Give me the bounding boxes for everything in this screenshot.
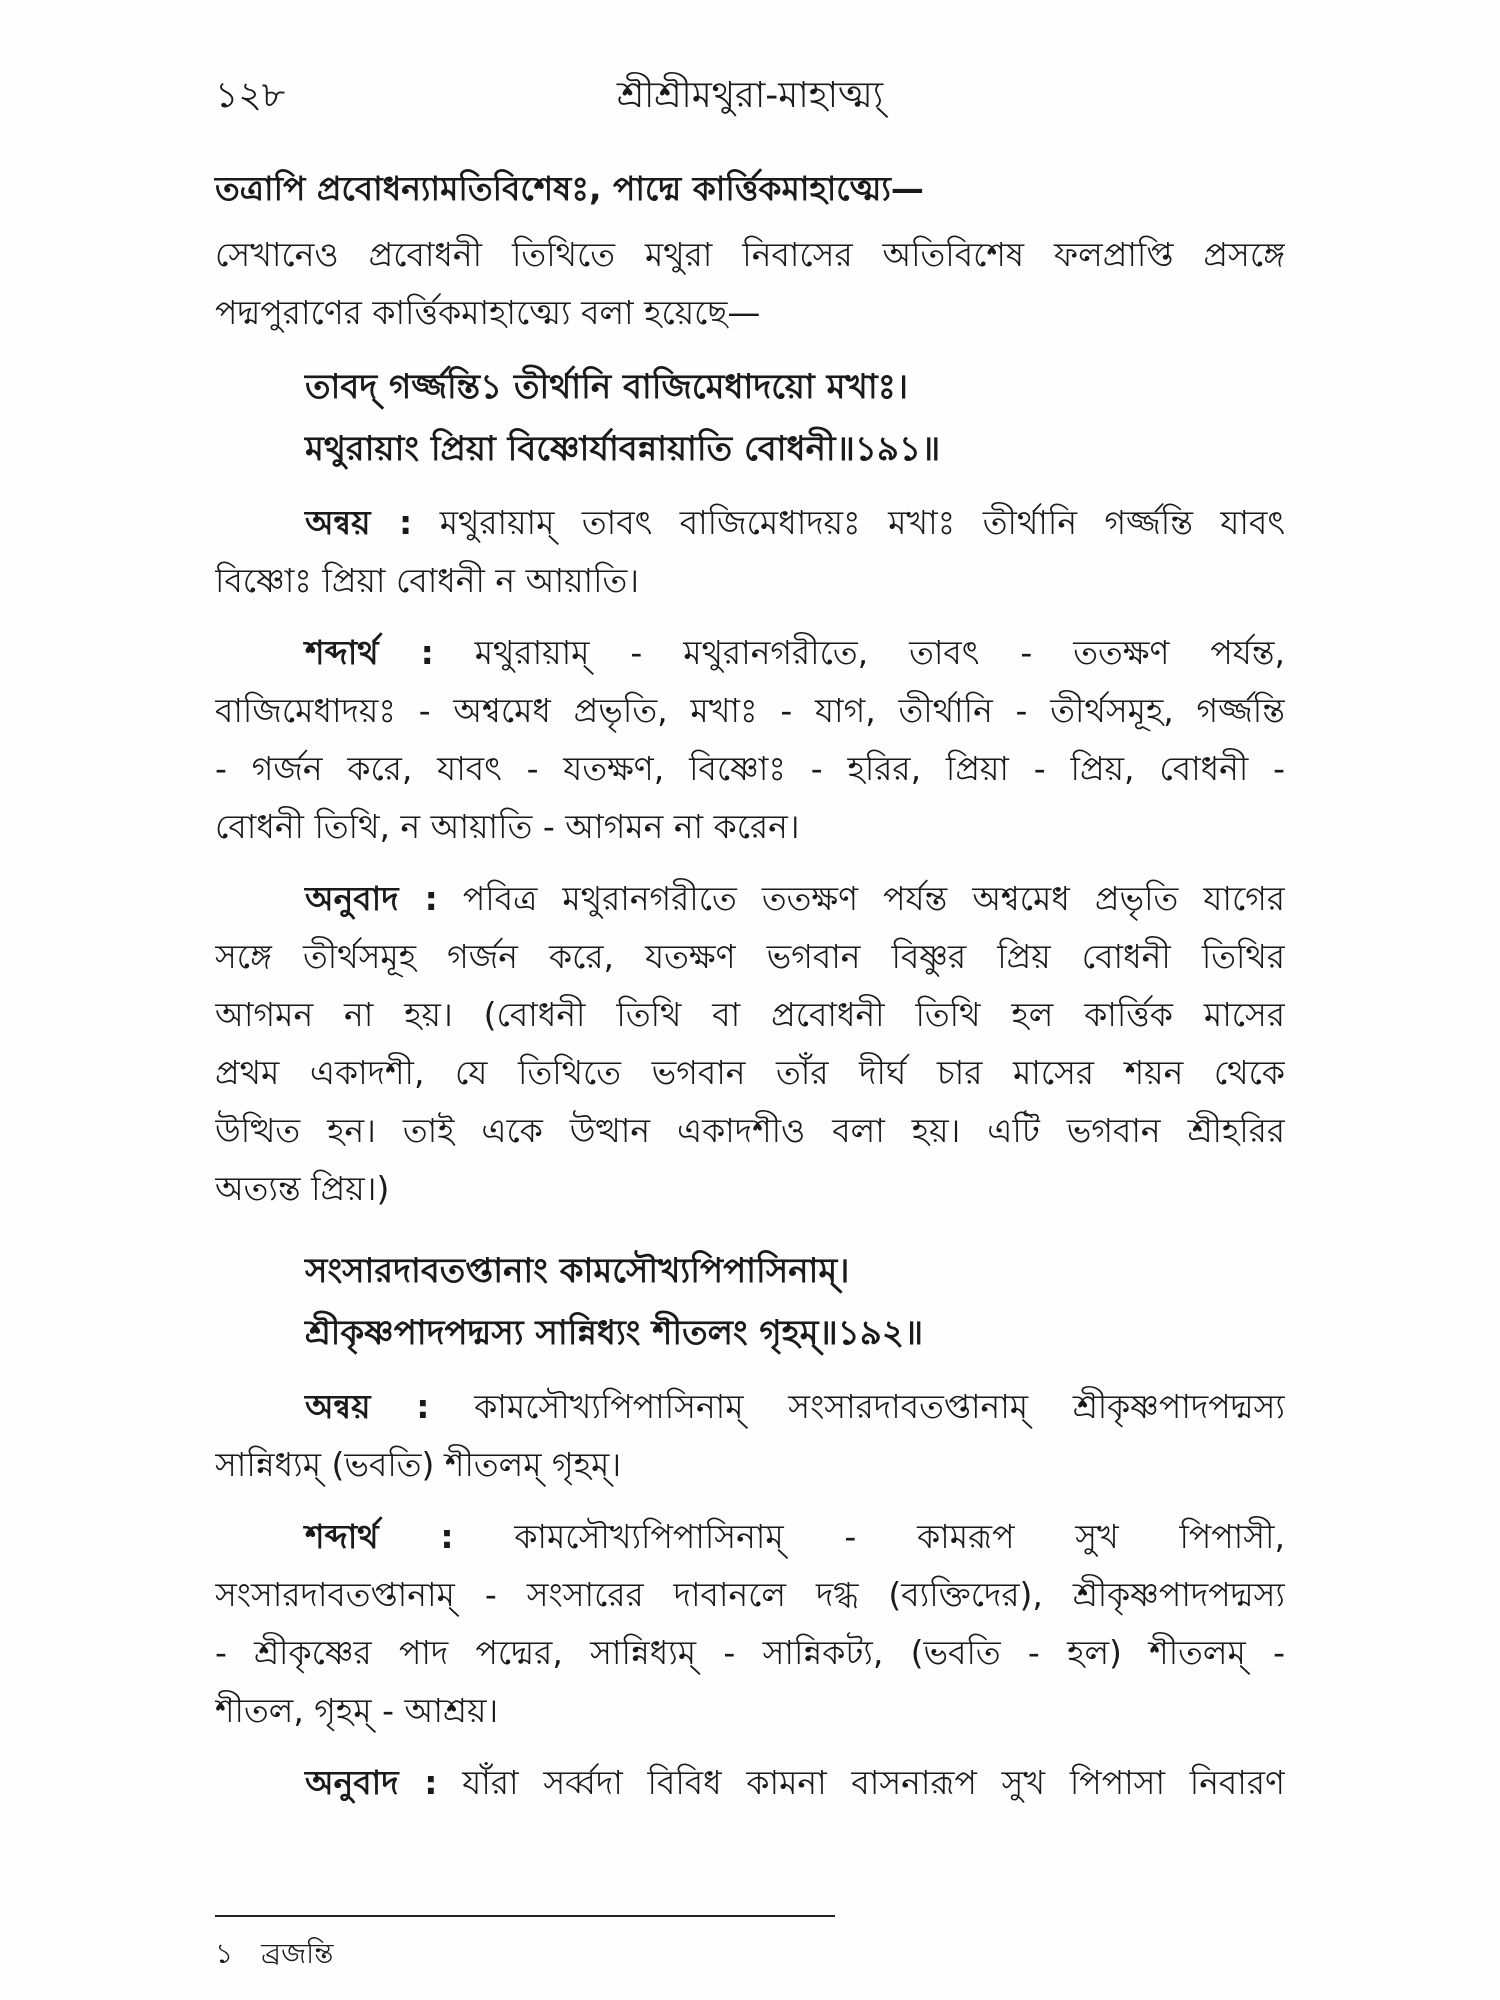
anuvad-191-line: অত্যন্ত প্রিয়।) [215,1169,390,1208]
verse-192-line-2: শ্রীকৃষ্ণপাদপদ্মস্য সান্নিধ্যং শীতলং গৃহম্॥১৯২॥ [305,1313,924,1353]
anuvad-191-line: আগমন না হয়। (বোধনী তিথি বা প্রবোধনী তিথি হল কার্ত্তিক মাসের [215,995,1285,1034]
section-heading: তত্রাপি প্রবোধন্যামতিবিশেষঃ, পাদ্মে কার্ত্তিকমাহাত্ম্যে— [215,169,924,208]
shabdartha-191-line: বাজিমেধাদয়ঃ - অশ্বমেধ প্রভৃতি, মখাঃ - যাগ, তীর্থানি - তীর্থসমূহ, গর্জ্জন্তি [215,691,1285,730]
footnote-text: ব্রজন্তি [261,1937,334,1970]
shabdartha-191-line: শব্দার্থ : মথুরায়াম্ - মথুরানগরীতে, তাবৎ - ততক্ষণ পর্যন্ত, [305,633,1285,672]
anuvad-191-line: অনুবাদ : পবিত্র মথুরানগরীতে ততক্ষণ পর্যন্ত অশ্বমেধ প্রভৃতি যাগের [305,879,1285,918]
running-title: শ্রীশ্রীমথুরা-মাহাত্ম্য্ [616,75,884,116]
anuvad-191-line: প্রথম একাদশী, যে তিথিতে ভগবান তাঁর দীর্ঘ চার মাসের শয়ন থেকে [215,1053,1285,1092]
shabdartha-192-line: শীতল, গৃহম্ - আশ্রয়। [215,1691,499,1730]
anuvad-191-line: সঙ্গে তীর্থসমূহ গর্জন করে, যতক্ষণ ভগবান বিষ্ণুর প্রিয় বোধনী তিথির [215,937,1285,976]
anvaya-192-line: সান্নিধ্যম্ (ভবতি) শীতলম্ গৃহম্। [215,1445,622,1484]
anvaya-label: অন্বয় : [305,1387,430,1426]
footnote-number: ১ [215,1937,234,1970]
footnote [215,1932,333,1979]
shabdartha-label: শব্দার্থ : [305,1517,454,1556]
anuvad-192-line: অনুবাদ : যাঁরা সর্ব্বদা বিবিধ কামনা বাসনারূপ সুখ পিপাসা নিবারণ [305,1763,1285,1802]
shabdartha-192-line: শব্দার্থ : কামসৌখ্যপিপাসিনাম্ - কামরূপ সুখ পিপাসী, [305,1517,1285,1556]
anvaya-191-line: অন্বয় : মথুরায়াম্ তাবৎ বাজিমেধাদয়ঃ মখাঃ তীর্থানি গর্জ্জন্তি যাবৎ [305,503,1285,542]
anuvad-191-line: উত্থিত হন। তাই একে উত্থান একাদশীও বলা হয়। এটি ভগবান শ্রীহরির [215,1111,1285,1150]
intro-line: সেখানেও প্রবোধনী তিথিতে মথুরা নিবাসের অতিবিশেষ ফলপ্রাপ্তি প্রসঙ্গে [215,235,1285,274]
page-body [215,160,1285,1812]
shabdartha-label: শব্দার্থ : [305,633,434,672]
anvaya-192-line: অন্বয় : কামসৌখ্যপিপাসিনাম্ সংসারদাবতপ্তানাম্ শ্রীকৃষ্ণপাদপদ্মস্য [305,1387,1285,1426]
footnote-divider [215,1915,835,1917]
shabdartha-191-line: - গর্জন করে, যাবৎ - যতক্ষণ, বিষ্ণোঃ - হরির, প্রিয়া - প্রিয়, বোধনী - [215,749,1285,788]
page-number: ১২৮ [215,75,286,116]
anvaya-191-line: বিষ্ণোঃ প্রিয়া বোধনী ন আয়াতি। [215,561,640,600]
shabdartha-192-line: সংসারদাবতপ্তানাম্ - সংসারের দাবানলে দগ্ধ (ব্যক্তিদের), শ্রীকৃষ্ণপাদপদ্মস্য [215,1575,1285,1614]
anvaya-label: অন্বয় : [305,503,413,542]
anuvad-label: অনুবাদ : [305,1763,438,1802]
shabdartha-192-line: - শ্রীকৃষ্ণের পাদ পদ্মের, সান্নিধ্যম্ - সান্নিকট্য, (ভবতি - হল) শীতলম্ - [215,1633,1285,1672]
shabdartha-191-line: বোধনী তিথি, ন আয়াতি - আগমন না করেন। [215,807,800,846]
verse-191-line-1: তাবদ্ গর্জ্জন্তি১ তীর্থানি বাজিমেধাদয়ো মখাঃ। [305,367,908,407]
intro-line: পদ্মপুরাণের কার্ত্তিকমাহাত্ম্যে বলা হয়েছে— [215,293,761,332]
anuvad-label: অনুবাদ : [305,879,438,918]
verse-191-line-2: মথুরায়াং প্রিয়া বিষ্ণোর্যাবন্নায়াতি বোধনী॥১৯১॥ [305,429,941,469]
verse-192-line-1: সংসারদাবতপ্তানাং কামসৌখ্যপিপাসিনাম্। [305,1251,850,1291]
page-header [215,62,1285,122]
